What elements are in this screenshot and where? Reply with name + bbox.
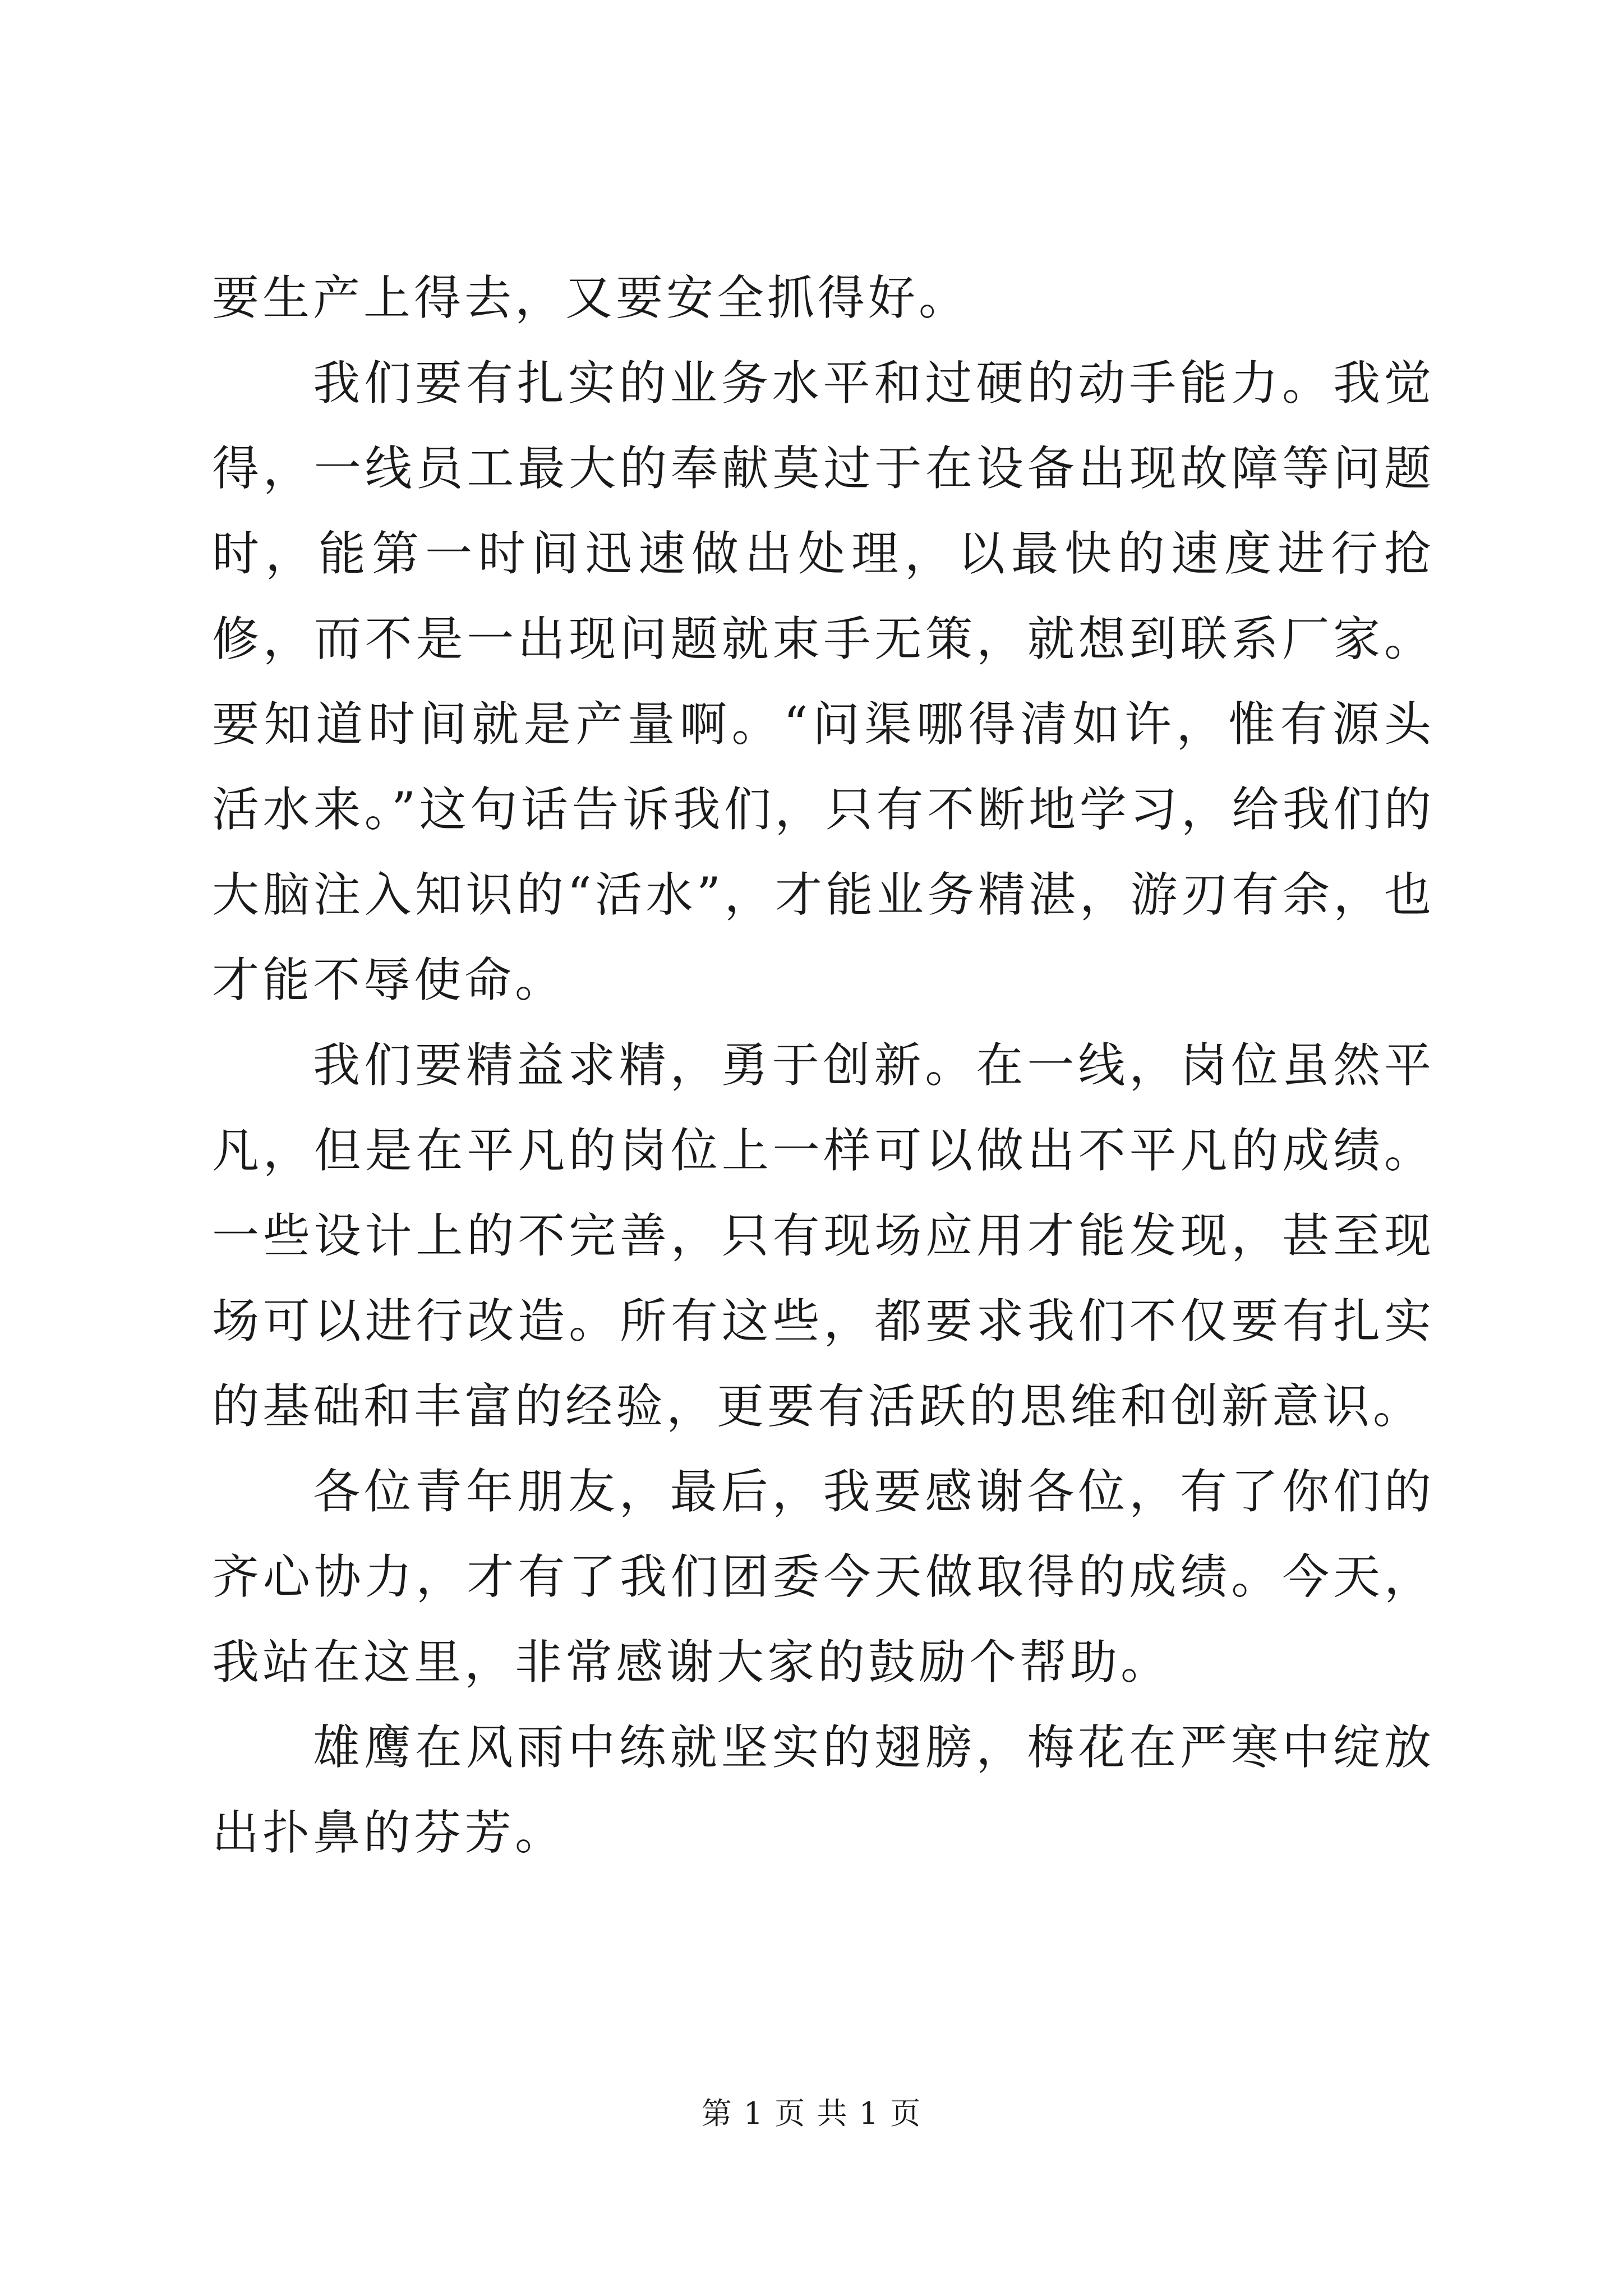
paragraph-1: 要生产上得去，又要安全抓得好。 xyxy=(212,270,970,325)
paragraph-5: 雄鹰在风雨中练就坚实的翅膀，梅花在严寒中绽放出扑鼻的芬芳。 xyxy=(212,1720,1435,1860)
page-number-label: 第 1 页 共 1 页 xyxy=(701,2096,922,2131)
document-body xyxy=(212,255,1435,1875)
paragraph-4: 各位青年朋友，最后，我要感谢各位，有了你们的齐心协力，才有了我们团委今天做取得的成绩。今天，我站在这里，非常感谢大家的鼓励个帮助。 xyxy=(212,1464,1435,1690)
paragraph-3: 我们要精益求精，勇于创新。在一线，岗位虽然平凡，但是在平凡的岗位上一样可以做出不平凡的成绩。一些设计上的不完善，只有现场应用才能发现，甚至现场可以进行改造。所有这些，都要求我们不仅要有扎实的基础和丰富的经验，更要有活跃的思维和创新意识。 xyxy=(212,1038,1435,1434)
paragraph-2: 我们要有扎实的业务水平和过硬的动手能力。我觉得，一线员工最大的奉献莫过于在设备出现故障等问题时，能第一时间迅速做出处理，以最快的速度进行抢修，而不是一出现问题就束手无策，就想到联系厂家。要知道时间就是产量啊。“问渠哪得清如许，惟有源头活水来。”这句话告诉我们，只有不断地学习，给我们的大脑注入知识的“活水”，才能业务精湛，游刃有余，也才能不辱使命。 xyxy=(212,356,1435,1007)
page-footer xyxy=(0,2091,1623,2136)
